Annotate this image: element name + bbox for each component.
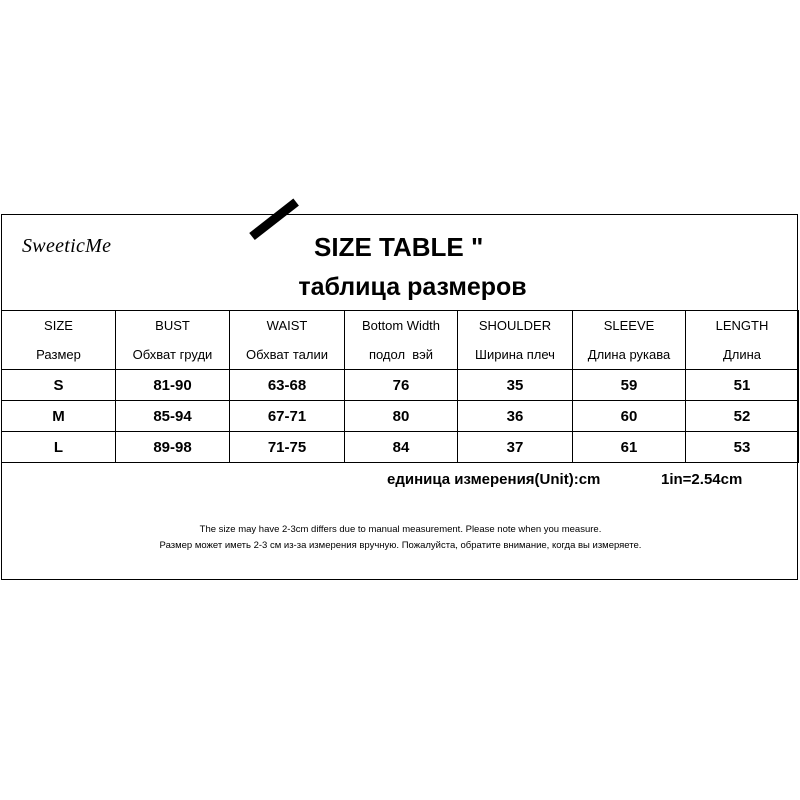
cell-sleeve: 61 <box>573 432 686 463</box>
cell-bottom-width: 80 <box>345 401 458 432</box>
cell-size: M <box>2 401 116 432</box>
size-table <box>1 310 799 463</box>
cell-waist: 71-75 <box>230 432 345 463</box>
header-size: SIZE Размер <box>2 311 116 370</box>
header-sleeve: SLEEVE Длина рукава <box>573 311 686 370</box>
header-waist: WAIST Обхват талии <box>230 311 345 370</box>
inch-conversion: 1in=2.54cm <box>661 471 743 488</box>
disclaimer-english: The size may have 2-3cm differs due to manual measurement. Please note when you measure. <box>199 524 602 535</box>
cell-shoulder: 37 <box>458 432 573 463</box>
cell-bottom-width: 76 <box>345 370 458 401</box>
header-bust: BUST Обхват груди <box>116 311 230 370</box>
header-bottom-width: Bottom Width подол вэй <box>345 311 458 370</box>
cell-waist: 63-68 <box>230 370 345 401</box>
table-row <box>2 370 799 401</box>
cell-sleeve: 60 <box>573 401 686 432</box>
size-chart <box>1 214 798 580</box>
cell-bust: 85-94 <box>116 401 230 432</box>
cell-length: 53 <box>686 432 799 463</box>
brand-logo: SweeticMe <box>22 235 112 257</box>
cell-waist: 67-71 <box>230 401 345 432</box>
cell-length: 51 <box>686 370 799 401</box>
cell-size: L <box>2 432 116 463</box>
chart-title: SIZE TABLE " <box>314 232 484 262</box>
header-length: LENGTH Длина <box>686 311 799 370</box>
disclaimer-russian: Размер может иметь 2-3 см из-за измерения вручную. Пожалуйста, обратите внимание, когда вы измеряете. <box>159 540 642 551</box>
table-row <box>2 401 799 432</box>
cell-shoulder: 35 <box>458 370 573 401</box>
cell-size: S <box>2 370 116 401</box>
cell-bust: 81-90 <box>116 370 230 401</box>
cell-shoulder: 36 <box>458 401 573 432</box>
header-shoulder: SHOULDER Ширина плеч <box>458 311 573 370</box>
cell-bust: 89-98 <box>116 432 230 463</box>
header-row <box>2 311 799 370</box>
table-row <box>2 432 799 463</box>
cell-sleeve: 59 <box>573 370 686 401</box>
cell-length: 52 <box>686 401 799 432</box>
chart-subtitle: таблица размеров <box>298 273 527 301</box>
cell-bottom-width: 84 <box>345 432 458 463</box>
unit-note: единица измерения(Unit):cm <box>387 471 601 488</box>
